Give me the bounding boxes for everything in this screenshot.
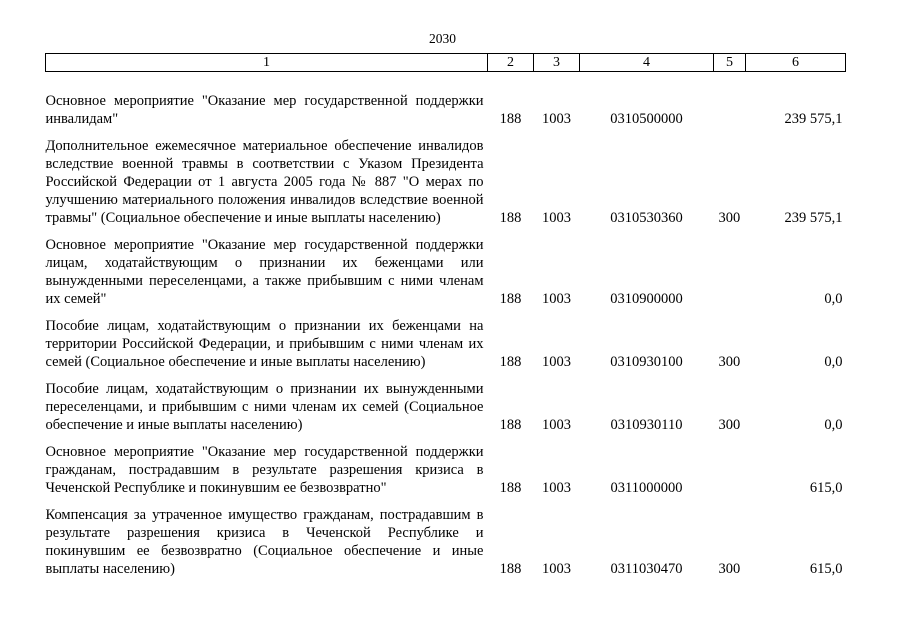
row-ministry-code: 188 — [499, 111, 522, 127]
row-expense-type: 300 — [718, 561, 741, 577]
row-target-article: 0311000000 — [610, 480, 683, 496]
column-header: 5 — [714, 54, 746, 72]
table-row — [46, 83, 846, 128]
row-amount: 239 575,1 — [784, 111, 843, 127]
row-section-code: 1003 — [542, 291, 571, 307]
row-ministry-code: 188 — [499, 291, 522, 307]
row-ministry-code: 188 — [499, 210, 522, 226]
row-section-code: 1003 — [542, 417, 571, 433]
row-section-code: 1003 — [542, 480, 571, 496]
column-header: 4 — [580, 54, 714, 72]
table-row — [46, 227, 846, 308]
budget-table — [45, 53, 846, 578]
table-row — [46, 128, 846, 227]
row-amount: 615,0 — [809, 480, 843, 496]
row-ministry-code: 188 — [499, 561, 522, 577]
row-expense-type — [714, 227, 746, 308]
table-row — [46, 308, 846, 371]
table-row — [46, 497, 846, 578]
page-number: 2030 — [429, 31, 456, 46]
row-target-article: 0310900000 — [610, 291, 683, 307]
row-target-article: 0310500000 — [610, 111, 683, 127]
row-description: Основное мероприятие "Оказание мер государственной поддержки гражданам, пострадавшим в результате разрешения кризиса в Чеченской Республике и покинувшим ее безвозвратно" — [45, 444, 484, 496]
row-expense-type: 300 — [718, 210, 741, 226]
row-amount: 0,0 — [824, 291, 843, 307]
row-target-article: 0310930110 — [610, 417, 683, 433]
row-description: Пособие лицам, ходатайствующим о признании их вынужденными переселенцами, и прибывшим с ними членам их семей (Социальное обеспечение и иные выплаты населению) — [45, 381, 484, 433]
row-amount: 0,0 — [824, 354, 843, 370]
column-header: 6 — [746, 54, 846, 72]
row-ministry-code: 188 — [499, 480, 522, 496]
row-section-code: 1003 — [542, 354, 571, 370]
column-header: 3 — [534, 54, 580, 72]
column-header: 2 — [488, 54, 534, 72]
row-description: Дополнительное ежемесячное материальное обеспечение инвалидов вследствие военной травмы в соответствии с Указом Президента Российской Федерации от 1 августа 2005 года № 887 "О мерах по улучшению материального положения инвалидов вследствие военной травмы" (Социальное обеспечение и иные выплаты населению) — [45, 138, 484, 226]
table-row — [46, 371, 846, 434]
row-target-article: 0310930100 — [610, 354, 683, 370]
row-amount: 0,0 — [824, 417, 843, 433]
table-row — [46, 434, 846, 497]
row-expense-type: 300 — [718, 354, 741, 370]
row-target-article: 0311030470 — [610, 561, 683, 577]
row-description: Основное мероприятие "Оказание мер государственной поддержки инвалидам" — [45, 93, 484, 127]
row-expense-type — [714, 434, 746, 497]
row-section-code: 1003 — [542, 561, 571, 577]
row-ministry-code: 188 — [499, 417, 522, 433]
row-amount: 239 575,1 — [784, 210, 843, 226]
column-header: 1 — [46, 54, 488, 72]
row-description: Основное мероприятие "Оказание мер государственной поддержки лицам, ходатайствующим о признании их беженцами или вынужденными переселенцами, а также прибывшим с ними членам их семей" — [45, 237, 484, 307]
row-section-code: 1003 — [542, 111, 571, 127]
table-header-row — [46, 54, 846, 72]
row-ministry-code: 188 — [499, 354, 522, 370]
row-target-article: 0310530360 — [610, 210, 683, 226]
row-section-code: 1003 — [542, 210, 571, 226]
row-expense-type — [714, 83, 746, 128]
row-expense-type: 300 — [718, 417, 741, 433]
row-description: Компенсация за утраченное имущество гражданам, пострадавшим в результате разрешения кризиса в Чеченской Республике и покинувшим ее безвозвратно (Социальное обеспечение и иные выплаты населению) — [45, 507, 484, 577]
row-amount: 615,0 — [809, 561, 843, 577]
row-description: Пособие лицам, ходатайствующим о признании их беженцами на территории Российской Федерации, и прибывшим с ними членам их семей (Социальное обеспечение и иные выплаты населению) — [45, 318, 484, 370]
